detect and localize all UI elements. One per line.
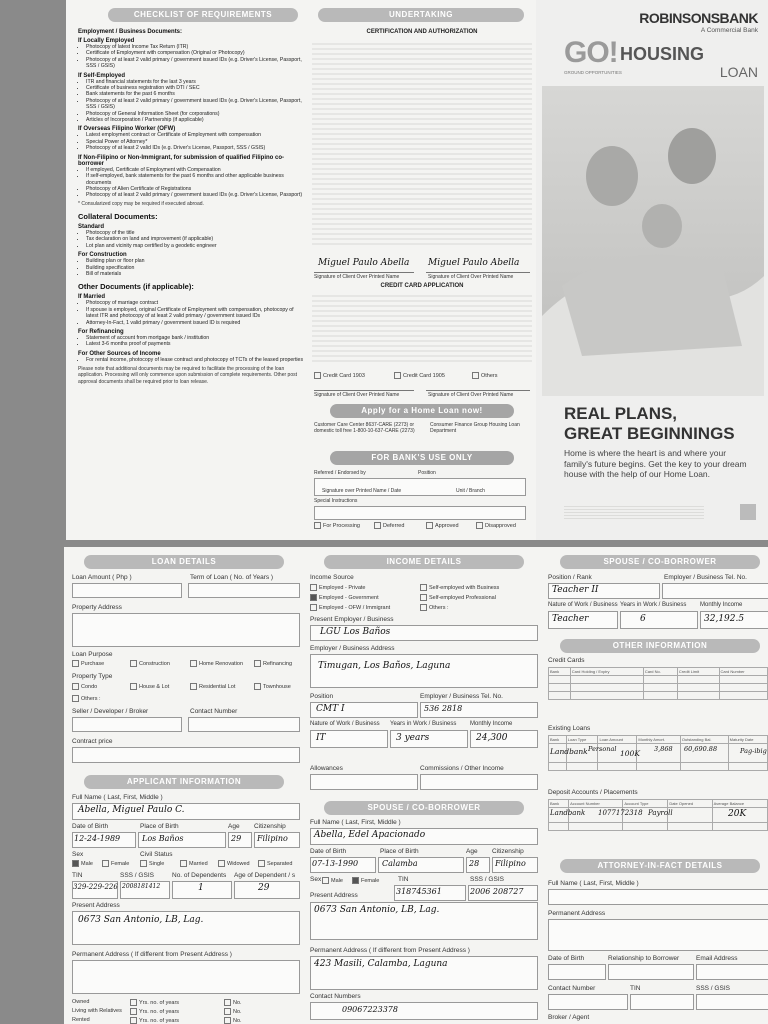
spouse-contact-value: 09067223378 [342, 1005, 398, 1014]
status-deferred[interactable]: Deferred [374, 522, 404, 529]
contact-number-label: Contact Number [190, 708, 238, 715]
certification-subtitle: CERTIFICATION AND AUTHORIZATION [366, 29, 478, 35]
attorney-sss-input[interactable] [696, 994, 768, 1010]
attorney-dob-input[interactable] [548, 964, 606, 980]
sig-label: Signature of Client Over Printed Name [314, 392, 400, 398]
no-owned[interactable]: No. [224, 999, 242, 1006]
attorney-dob-label: Date of Birth [548, 955, 585, 962]
contact-left: Customer Care Center 8637-CARE (2273) or domestic toll free 1-800-10-637-CARE (2273) [314, 422, 415, 435]
loan-amount-value: 100K [620, 749, 640, 758]
sig-date-label: Signature over Printed Name / Date [322, 488, 402, 494]
spouse-right-banner: SPOUSE / CO-BORROWER [560, 555, 760, 569]
attorney-contact-label: Contact Number [548, 985, 596, 992]
list-item: • Lot plan and vicinity map certified by a geodetic engineer [86, 243, 306, 249]
employer-address-value: Timugan, Los Baños, Laguna [318, 661, 451, 671]
spouse-pob-value: Calamba [382, 859, 418, 868]
emp-tel-value: 536 2818 [424, 704, 463, 713]
source-others[interactable]: Others : [420, 604, 449, 611]
broker-label: Broker / Agent [548, 1014, 590, 1021]
dep-age-label: Age of Dependent / s [234, 872, 296, 879]
list-item: • Certificate of Employment with compensation (Original or Photocopy) [86, 50, 306, 56]
attorney-contact-input[interactable] [548, 994, 628, 1010]
loan-balance-value: 60,690.88 [684, 745, 718, 753]
list-item: • If self-employed, bank statements for the past 6 months and other applicable business documents [86, 173, 306, 186]
spouse-nature-value: Teacher [552, 614, 589, 624]
list-item: • Articles of Incorporation / Partnership (if applicable) [86, 117, 306, 123]
attorney-email-label: Email Address [696, 955, 738, 962]
attorney-tin-label: TIN [630, 985, 641, 992]
age-value: 29 [231, 834, 242, 843]
sex-male[interactable]: Male [72, 860, 93, 867]
spouse-citizenship-value: Filipino [495, 859, 526, 868]
years-owned[interactable]: Yrs. no. of years [130, 999, 179, 1006]
sss-label: SSS / GSIS [120, 872, 154, 879]
application-form-front [66, 0, 768, 540]
years-relatives[interactable]: Yrs. no. of years [130, 1008, 179, 1015]
dependents-label: No. of Dependents [172, 872, 227, 879]
credit-card-title: CREDIT CARD APPLICATION [380, 283, 464, 289]
list-item: • Photocopy of Alien Certificate of Registrations [86, 186, 306, 192]
spouse-dob-label: Date of Birth [310, 848, 347, 855]
term-input[interactable] [188, 583, 300, 598]
civil-status-label: Civil Status [140, 851, 173, 858]
married-title: If Married [78, 294, 106, 301]
spouse-name-value: Abella, Edel Apacionado [314, 830, 426, 840]
purpose-refinancing[interactable]: Refinancing [254, 660, 292, 667]
years-value: 3 years [396, 733, 430, 743]
no-rented[interactable]: No. [224, 1017, 242, 1024]
list-item: • Building plan or floor plan [86, 258, 306, 264]
property-address-label: Property Address [72, 604, 122, 611]
list-item: • Photocopy of General Information Sheet (for corporations) [86, 111, 306, 117]
commissions-input[interactable] [420, 774, 538, 790]
employer-label: Present Employer / Business [310, 616, 394, 623]
referred-label: Referred / Endorsed by [314, 470, 366, 476]
civil-married[interactable]: Married [180, 860, 208, 867]
attorney-email-input[interactable] [696, 964, 768, 980]
list-item: • Photocopy of marriage contract [86, 300, 306, 306]
list-item: • Bank statements for the past 6 months [86, 91, 306, 97]
source-ofw[interactable]: Employed - OFW / Immigrant [310, 604, 390, 611]
allowances-input[interactable] [310, 774, 418, 790]
spouse-contact-label: Contact Numbers [310, 993, 361, 1000]
contact-number-input[interactable] [188, 717, 300, 732]
checklist-column [74, 0, 310, 540]
list-item: • Building specification [86, 265, 306, 271]
credit-cards-label: Credit Cards [548, 657, 585, 664]
special-instructions-label: Special Instructions [314, 498, 358, 504]
deposit-label: Deposit Accounts / Placements [548, 789, 638, 796]
spouse-position-label: Position / Rank [548, 574, 592, 581]
loan-logo: LOAN [719, 64, 758, 80]
locally-employed-title: If Locally Employed [78, 38, 135, 44]
cc-option-2[interactable]: Credit Card 1905 [394, 372, 445, 379]
special-instructions-field[interactable] [314, 506, 526, 520]
purpose-renovation[interactable]: Home Renovation [190, 660, 243, 667]
cc-option-3[interactable]: Others [472, 372, 498, 379]
sss-value: 2008181412 [122, 883, 161, 890]
loan-more-value: Pag-ibig [740, 747, 767, 755]
income-spouse-column [306, 547, 542, 1024]
other-info-banner: OTHER INFORMATION [560, 639, 760, 653]
type-house-lot[interactable]: House & Lot [130, 683, 169, 690]
present-address-label: Present Address [72, 902, 120, 909]
spouse-pob-label: Place of Birth [380, 848, 419, 855]
spouse-years-input[interactable] [620, 611, 698, 629]
deposit-type-value: Payroll [648, 809, 673, 817]
standard-title: Standard [78, 223, 105, 230]
list-item: • Photocopy of at least 2 valid primary / government issued IDs (e.g. Driver's License, Passport, SSS / GSIS) [86, 57, 306, 70]
source-private[interactable]: Employed - Private [310, 584, 365, 591]
logo-sub: GROUND OPPORTUNITIES [564, 70, 622, 75]
family-photo-image [542, 86, 764, 396]
undertaking-fine-print [312, 40, 532, 248]
spouse-dob-value: 07-13-1990 [312, 859, 359, 868]
list-item: • Latest 3-6 months proof of payments [86, 341, 306, 347]
spouse-years-value: 6 [640, 614, 646, 624]
attorney-address-input[interactable] [548, 919, 768, 951]
collateral-title: Collateral Documents: [78, 211, 158, 221]
attorney-sss-label: SSS / GSIS [696, 985, 730, 992]
source-professional[interactable]: Self-employed Professional [420, 594, 496, 601]
promo-column [536, 0, 768, 540]
type-others[interactable]: Others : [72, 695, 101, 702]
status-processing[interactable]: For Processing [314, 522, 360, 529]
source-government[interactable]: Employed - Government [310, 594, 379, 601]
application-form-back [64, 547, 768, 1024]
spouse-present-address-label: Present Address [310, 892, 358, 899]
type-townhouse[interactable]: Townhouse [254, 683, 291, 690]
sex-female[interactable]: Female [102, 860, 129, 867]
consularized-note: * Consularized copy may be required if executed abroad. [78, 200, 204, 207]
spouse-age-value: 28 [469, 859, 480, 868]
other-income-title: For Other Sources of Income [78, 350, 161, 357]
spouse-monthly-value: 32,192.5 [704, 614, 745, 624]
contact-right: Consumer Finance Group Housing Loan Department [430, 422, 520, 435]
list-item: • If employed, Certificate of Employment with Compensation [86, 167, 306, 173]
present-address-value: 0673 San Antonio, LB, Lag. [78, 915, 204, 925]
spouse-sex-female[interactable]: Female [352, 877, 379, 884]
list-item: • Latest employment contract or Certificate of Employment with compensation [86, 132, 306, 138]
spouse-position-value: Teacher II [552, 585, 599, 595]
monthly-value: 24,300 [476, 733, 508, 743]
spouse-other-column [544, 547, 768, 1024]
spouse-name-label: Full Name ( Last, First, Middle ) [310, 819, 401, 826]
list-item: • Photocopy of at least 2 valid primary / government issued IDs (e.g. Driver's License, Passport, SSS / GSIS) [86, 98, 306, 111]
employer-address-label: Employer / Business Address [310, 645, 395, 652]
housing-logo: HOUSING [620, 44, 705, 64]
undertaking-banner: UNDERTAKING [318, 8, 524, 22]
contract-price-label: Contract price [72, 738, 113, 745]
promo-body: Home is where the heart is and where your family's future begins. Get the key to your dream house with the help of our Home Loan. [564, 448, 747, 479]
list-item: • Statement of account from mortgage bank / institution [86, 335, 306, 341]
spouse-emp-tel-label: Employer / Business Tel. No. [664, 574, 747, 581]
spouse-permanent-address-value: 423 Masili, Calamba, Laguna [314, 959, 448, 969]
list-item: • If spouse is employed, original Certificate of Employment with compensation, photocopy of latest ITR and photocopy of at least 2 valid primary / government issued IDs [86, 307, 306, 320]
spouse-sss-label: SSS / GSIS [470, 876, 504, 883]
income-source-label: Income Source [310, 574, 354, 581]
credit-cards-table: Bank Card Holding / Expiry Card No. Credit Limit Card Number [548, 667, 768, 700]
seller-label: Seller / Developer / Broker [72, 708, 149, 715]
attorney-name-input[interactable] [548, 889, 768, 905]
income-banner: INCOME DETAILS [324, 555, 524, 569]
position-label: Position [418, 470, 436, 476]
attorney-banner: ATTORNEY-IN-FACT DETAILS [560, 859, 760, 873]
spouse-sex-label: Sex [310, 876, 322, 883]
loan-bank-value: Landbank [550, 747, 588, 756]
loan-applicant-column [68, 547, 304, 1024]
spouse-citizenship-label: Citizenship [492, 848, 524, 855]
term-label: Term of Loan ( No. of Years ) [190, 574, 274, 581]
checklist-banner: CHECKLIST OF REQUIREMENTS [108, 8, 298, 22]
go-logo: GO! [564, 36, 618, 69]
spouse-monthly-label: Monthly Income [700, 602, 743, 608]
years-label: Years in Work / Business [390, 721, 457, 727]
employment-title: Employment / Business Documents: [78, 29, 183, 35]
list-item: • Photocopy of the title [86, 230, 306, 236]
loan-amort-value: 3,868 [654, 745, 673, 753]
sex-label: Sex [72, 851, 84, 858]
apply-banner: Apply for a Home Loan now! [330, 404, 514, 418]
permanent-address-input[interactable] [72, 960, 300, 994]
purpose-construction[interactable]: Construction [130, 660, 170, 667]
bank-tagline: A Commercial Bank [700, 27, 758, 34]
spouse-years-label: Years in Work / Business [620, 602, 687, 608]
civil-widowed[interactable]: Widowed [218, 860, 250, 867]
status-disapproved[interactable]: Disapproved [476, 522, 516, 529]
years-rented[interactable]: Yrs. no. of years [130, 1017, 179, 1024]
attorney-relationship-label: Relationship to Borrower [608, 955, 680, 962]
ownership-rented: Rented [72, 1017, 90, 1023]
attorney-name-label: Full Name ( Last, First, Middle ) [548, 880, 639, 887]
type-residential-lot[interactable]: Residential Lot [190, 683, 235, 690]
ownership-owned: Owned [72, 999, 90, 1005]
spouse-permanent-address-label: Permanent Address ( If different from Present Address ) [310, 947, 470, 954]
attorney-relationship-input[interactable] [608, 964, 694, 980]
property-address-input[interactable] [72, 613, 300, 647]
pob-value: Los Baños [142, 834, 184, 843]
refinancing-title: For Refinancing [78, 328, 124, 335]
type-condo[interactable]: Condo [72, 683, 97, 690]
applicant-banner: APPLICANT INFORMATION [84, 775, 284, 789]
list-item: • Bill of materials [86, 271, 306, 277]
spouse-nature-label: Nature of Work / Business [548, 602, 618, 608]
deposit-bank-value: Landbank [550, 809, 586, 817]
existing-loans-table: Bank Loan Type Loan Amount Monthly Amort. Outstanding Bal. Maturity Date [548, 735, 768, 771]
loan-type-value: Personal [588, 745, 617, 753]
loan-amount-input[interactable] [72, 583, 182, 598]
headline-line-1: REAL PLANS, [564, 404, 678, 423]
spouse-emp-tel-input[interactable] [662, 583, 768, 599]
unit-branch-label: Unit / Branch [456, 488, 485, 494]
existing-loans-label: Existing Loans [548, 725, 591, 732]
status-approved[interactable]: Approved [426, 522, 459, 529]
monthly-label: Monthly Income [470, 721, 513, 727]
list-item: • Attorney-In-Fact, 1 valid primary / government issued ID is required [86, 320, 306, 326]
list-item: • ITR and financial statements for the last 3 years [86, 79, 306, 85]
headline-line-2: GREAT BEGINNINGS [564, 424, 735, 443]
contract-price-input[interactable] [72, 747, 300, 763]
pob-label: Place of Birth [140, 823, 179, 830]
purpose-purchase[interactable]: Purchase [72, 660, 104, 667]
undertaking-column [310, 0, 534, 540]
employer-value: LGU Los Baños [320, 627, 391, 637]
construction-title: For Construction [78, 252, 127, 259]
employer-address-input[interactable] [310, 654, 538, 688]
spouse-age-label: Age [466, 848, 478, 855]
spouse-sss-value: 2006 208727 [470, 887, 524, 896]
spouse-tin-value: 318745361 [396, 887, 442, 896]
ownership-relatives: Living with Relatives [72, 1008, 122, 1014]
loan-details-banner: LOAN DETAILS [84, 555, 284, 569]
spouse-sex-male[interactable]: Male [322, 877, 343, 884]
dob-value: 12-24-1989 [74, 834, 121, 843]
spouse-tin-label: TIN [398, 876, 409, 883]
list-item: • Photocopy of latest Income Tax Return (ITR) [86, 44, 306, 50]
commissions-label: Commissions / Other Income [420, 765, 504, 772]
tin-value: 329-229-226 [73, 883, 118, 891]
civil-single[interactable]: Single [140, 860, 164, 867]
position-label: Position [310, 693, 334, 700]
deposit-table: Bank Account Number Account Type Date Opened Average Balance [548, 799, 768, 831]
dep-age-value: 29 [258, 883, 270, 893]
permanent-address-label: Permanent Address ( If different from Present Address ) [72, 951, 232, 958]
citizenship-value: Filipino [257, 834, 288, 843]
list-item: • Special Power of Attorney* [86, 139, 306, 145]
nature-label: Nature of Work / Business [310, 721, 380, 727]
bank-use-banner: FOR BANK'S USE ONLY [330, 451, 514, 465]
position-value: CMT I [316, 704, 345, 714]
self-employed-title: If Self-Employed [78, 72, 126, 79]
list-item: • Tax declaration on land and improvement (if applicable) [86, 236, 306, 242]
promo-fine-print [564, 504, 704, 520]
deposit-account-value: 1077172318 [598, 809, 643, 817]
list-item: • For rental income, photocopy of lease contract and photocopy of TCTs of the leased properties [86, 357, 306, 363]
nature-value: IT [316, 733, 326, 743]
allowances-label: Allowances [310, 765, 343, 772]
no-relatives[interactable]: No. [224, 1008, 242, 1015]
ofw-title: If Overseas Filipino Worker (OFW) [78, 126, 176, 133]
list-item: • Photocopy of at least 2 valid IDs (e.g. Driver's License, Passport, SSS / GSIS) [86, 145, 306, 151]
seller-input[interactable] [72, 717, 182, 732]
list-item: • Photocopy of at least 2 valid primary / government issued IDs (e.g. Driver's License, Passport) [86, 192, 306, 198]
bank-logo: ROBINSONSBANK [639, 10, 758, 26]
tin-label: TIN [72, 872, 83, 879]
other-docs-title: Other Documents (if applicable): [78, 282, 194, 292]
citizenship-label: Citizenship [254, 823, 286, 830]
spouse-banner: SPOUSE / CO-BORROWER [324, 801, 524, 815]
sig-label: Signature of Client Over Printed Name [428, 274, 514, 280]
cc-option-1[interactable]: Credit Card 1903 [314, 372, 365, 379]
client-signature-2: Miguel Paulo Abella [428, 258, 520, 268]
applicant-full-name-value: Abella, Miguel Paulo C. [78, 805, 185, 815]
sig-label: Signature of Client Over Printed Name [314, 274, 400, 280]
attorney-address-label: Permanent Address [548, 910, 606, 917]
loan-purpose-label: Loan Purpose [72, 651, 113, 658]
attorney-tin-input[interactable] [630, 994, 694, 1010]
age-label: Age [228, 823, 240, 830]
deposit-balance-value: 20K [728, 809, 747, 819]
spouse-present-address-value: 0673 San Antonio, LB, Lag. [314, 905, 440, 915]
list-item: • Certificate of business registration with DTI / SEC [86, 85, 306, 91]
property-type-label: Property Type [72, 673, 113, 680]
sig-label: Signature of Client Over Printed Name [428, 392, 514, 398]
credit-card-fine-print [312, 292, 532, 364]
dob-label: Date of Birth [72, 823, 109, 830]
emp-tel-label: Employer / Business Tel. No. [420, 693, 503, 700]
closing-note: Please note that additional documents may be required to facilitate the processing of the loan application. Processing will only commence upon submission of complete requirements. Other post approval documents shall be required prior to loan release. [78, 366, 297, 385]
logo-mark-icon [740, 504, 756, 520]
dependents-value: 1 [198, 883, 204, 893]
source-business[interactable]: Self-employed with Business [420, 584, 499, 591]
full-name-label: Full Name ( Last, First, Middle ) [72, 794, 163, 801]
non-filipino-title: If Non-Filipino or Non-Immigrant, for submission of qualified Filipino co-borrower [78, 154, 284, 167]
civil-separated[interactable]: Separated [258, 860, 292, 867]
client-signature-1: Miguel Paulo Abella [318, 258, 410, 268]
loan-amount-label: Loan Amount ( Php ) [72, 574, 132, 581]
